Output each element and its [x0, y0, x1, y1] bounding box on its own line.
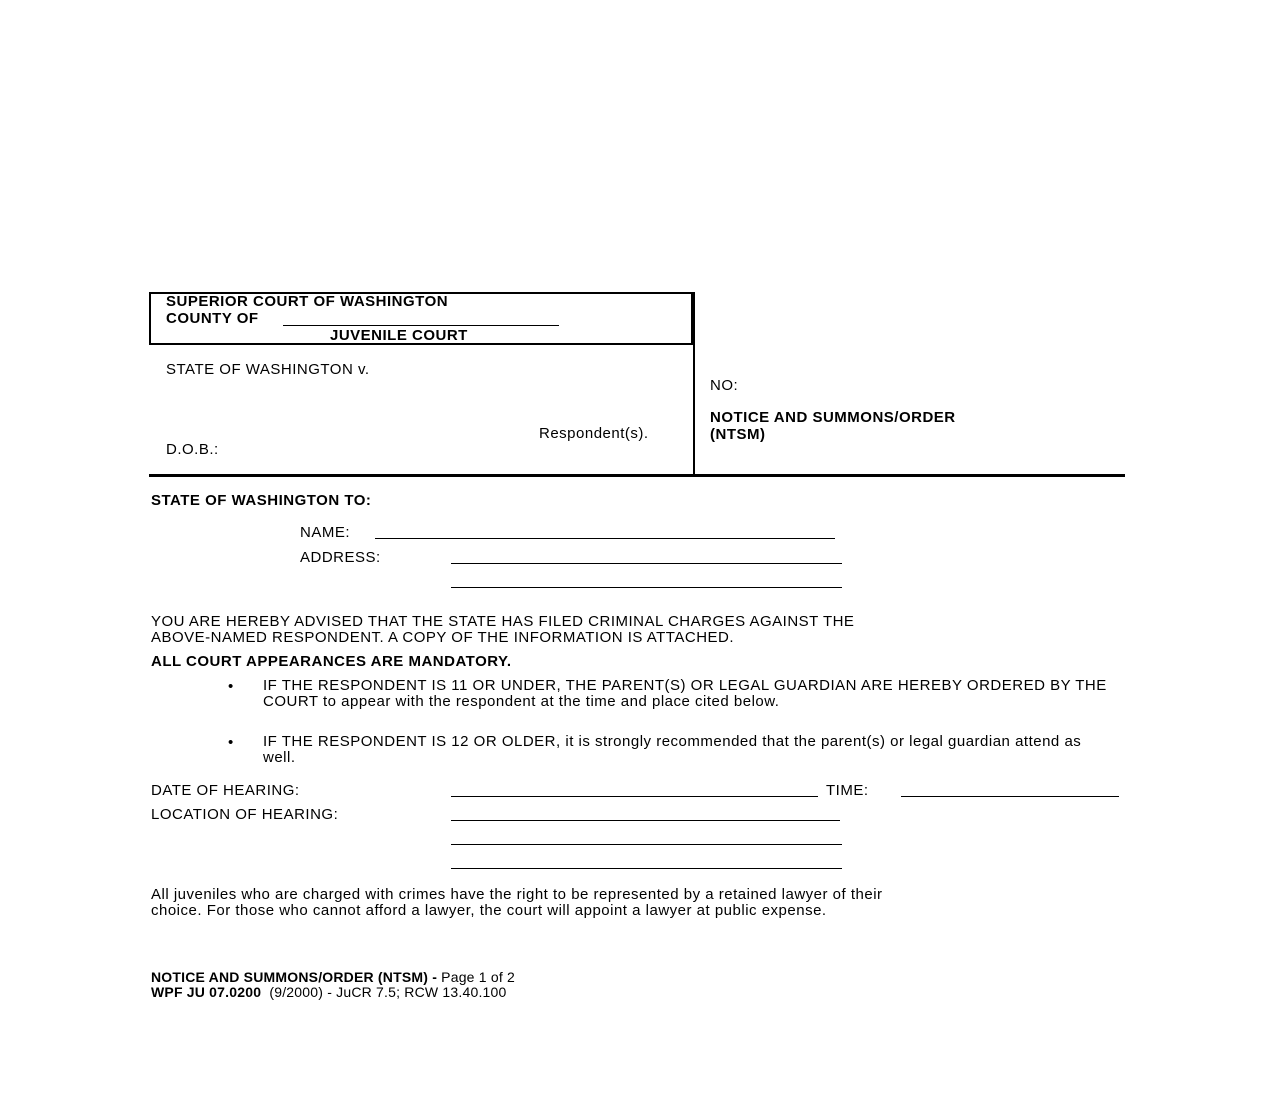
document-title: NOTICE AND SUMMONS/ORDER — [710, 409, 956, 426]
footer-title-line — [151, 969, 515, 985]
county-field[interactable] — [283, 325, 559, 326]
footer-citation: (9/2000) - JuCR 7.5; RCW 13.40.100 — [261, 984, 507, 1000]
mandatory-heading: ALL COURT APPEARANCES ARE MANDATORY. — [151, 653, 512, 670]
bullet-icon: • — [228, 734, 234, 751]
bullet-item-over-12 — [263, 734, 1113, 766]
date-of-hearing-label: DATE OF HEARING: — [151, 782, 300, 799]
name-field[interactable] — [375, 538, 835, 539]
juvenile-court-label: JUVENILE COURT — [330, 327, 468, 344]
bullet-item-body: it is strongly recommended that the parent(s) or legal guardian attend as well. — [263, 733, 1082, 766]
advisement-line-1: YOU ARE HEREBY ADVISED THAT THE STATE HAS FILED CRIMINAL CHARGES AGAINST THE — [151, 613, 855, 630]
caption-bottom-rule — [149, 474, 1125, 477]
address-field-1[interactable] — [451, 563, 842, 564]
bullet-item-under-11 — [263, 678, 1113, 710]
name-label: NAME: — [300, 524, 351, 541]
rights-line-1: All juveniles who are charged with crimes have the right to be represented by a retained lawyer of their — [151, 886, 883, 903]
case-number-label: NO: — [710, 377, 739, 394]
advisement-line-2: ABOVE-NAMED RESPONDENT. A COPY OF THE INFORMATION IS ATTACHED. — [151, 629, 735, 646]
caption-divider — [693, 292, 695, 475]
location-of-hearing-label: LOCATION OF HEARING: — [151, 806, 339, 823]
document-code: (NTSM) — [710, 426, 766, 443]
footer-citation-line — [151, 984, 507, 1000]
respondents-label: Respondent(s). — [539, 425, 649, 442]
address-field-2[interactable] — [451, 587, 842, 588]
court-name: SUPERIOR COURT OF WASHINGTON — [166, 293, 449, 310]
to-heading: STATE OF WASHINGTON TO: — [151, 492, 372, 509]
bullet-item-body: to appear with the respondent at the time and place cited below. — [318, 693, 780, 710]
bullet-icon: • — [228, 678, 234, 695]
date-of-hearing-field[interactable] — [451, 796, 818, 797]
location-field-1[interactable] — [451, 820, 840, 821]
bullet-item-emphasis: IF THE RESPONDENT IS 11 OR UNDER, THE PARENT(S) OR LEGAL GUARDIAN ARE HEREBY ORDERED BY THE COURT — [263, 677, 1107, 710]
address-label: ADDRESS: — [300, 549, 381, 566]
bullet-item-emphasis: IF THE RESPONDENT IS 12 OR OLDER, — [263, 733, 561, 750]
footer-page-number: Page 1 of 2 — [437, 969, 515, 985]
time-label: TIME: — [826, 782, 869, 799]
county-label: COUNTY OF — [166, 310, 259, 327]
rights-line-2: choice. For those who cannot afford a lawyer, the court will appoint a lawyer at public expense. — [151, 902, 827, 919]
time-field[interactable] — [901, 796, 1119, 797]
location-field-2[interactable] — [451, 844, 842, 845]
footer-title: NOTICE AND SUMMONS/ORDER (NTSM) - — [151, 969, 438, 985]
state-v-label: STATE OF WASHINGTON v. — [166, 361, 370, 378]
location-field-3[interactable] — [451, 868, 842, 869]
footer-form-id: WPF JU 07.0200 — [151, 984, 262, 1000]
dob-label: D.O.B.: — [166, 441, 219, 458]
